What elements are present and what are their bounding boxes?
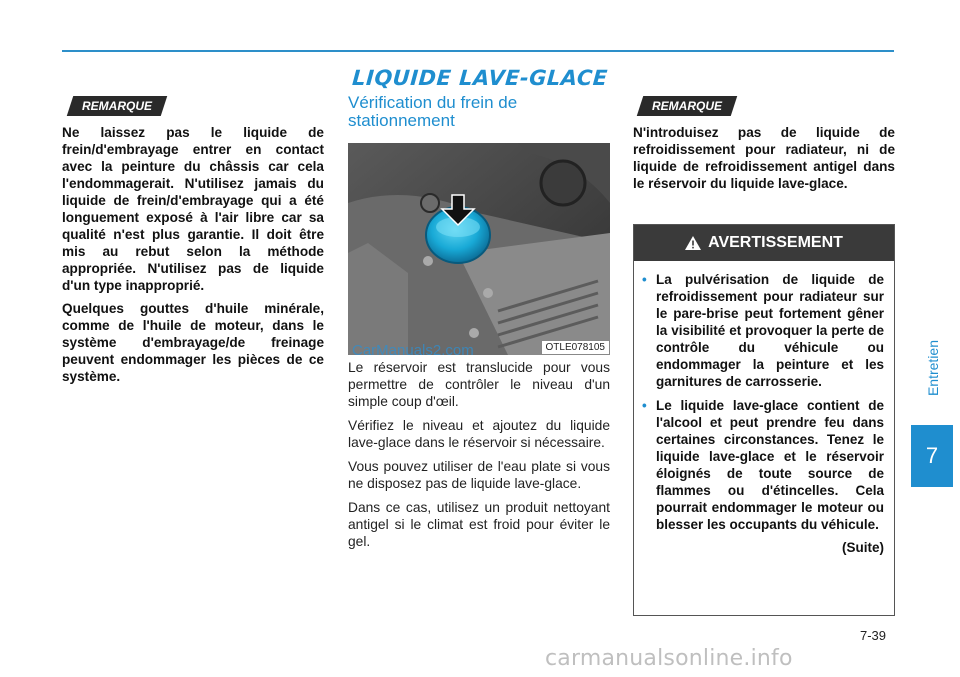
warning-box [633,224,895,616]
chapter-number: 7 [911,425,953,487]
remarque-badge-left-label: REMARQUE [82,99,153,113]
right-note: N'introduisez pas de liquide de refroidissement pour radiateur, ni de liquide de refroidissement antigel dans le réservoir du liquide lave-glace. [633,125,895,191]
remarque-badge-right [637,96,738,116]
remarque-badge-left [67,96,168,116]
left-note-paragraph: Ne laissez pas le liquide de frein/d'embrayage entrer en contact avec la peinture du châssis car cela l'endommagerait. N'utilisez jamais du liquide de frein/d'embrayage qui a été longuement exposé à l'air libre car sa qualité n'est plus garantie. Il doit être mis au rebut selon la méthode appropriée. N'utilisez pas de liquide d'un type inapproprié. [62,125,324,293]
middle-body [348,359,610,557]
warning-list [634,261,894,533]
page-number: 7-39 [860,628,887,643]
section-title: LIQUIDE LAVE-GLACE [351,66,609,90]
warning-item [642,397,884,533]
photo-caption: OTLE078105 [541,340,611,355]
engine-bay-illustration [348,143,610,355]
chapter-tab-text: Entretien [925,339,941,397]
left-note-paragraph: Quelques gouttes d'huile minérale, comme de l'huile de moteur, dans le système d'embrayage/de freinage peuvent endommager les pièces de ce système. [62,301,324,384]
watermark-bottom: carmanualsonline.info [545,646,793,671]
watermark-small: CarManuals2.com [352,342,474,359]
body-paragraph: Le réservoir est translucide pour vous permettre de contrôler le niveau d'un simple coup d'œil. [348,360,610,409]
remarque-badge-right-label: REMARQUE [652,99,723,113]
top-rule [62,50,894,52]
warning-header [634,225,894,261]
warning-title: AVERTISSEMENT [708,234,843,251]
subheading: Vérification du frein de stationnement [348,93,518,130]
body-paragraph: Vérifiez le niveau et ajoutez du liquide lave-glace dans le réservoir si nécessaire. [348,418,610,450]
body-paragraph: Dans ce cas, utilisez un produit nettoyant antigel si le climat est froid pour éviter le gel. [348,500,610,549]
continued-label: (Suite) [842,540,884,555]
bullet-icon: • [642,398,647,413]
left-note [62,124,324,391]
warning-item-text: La pulvérisation de liquide de refroidissement pour radiateur sur le pare-brise peut fortement gêner la visibilité et provoquer la perte de contrôle du véhicule ou endommager la peinture et les garnitures de carrosserie. [656,272,884,389]
body-paragraph: Vous pouvez utiliser de l'eau plate si vous ne disposez pas de liquide lave-glace. [348,459,610,491]
chapter-tab-label [925,339,941,397]
warning-triangle-icon [685,236,701,250]
bullet-icon: • [642,272,647,287]
warning-item-text: Le liquide lave-glace contient de l'alcool et peut prendre feu dans certaines circonstances. Tenez le liquide lave-glace et le réservoir éloignés de toute source de flammes ou d'étincelles. Cela pourrait endommager le moteur ou blesser les occupants du véhicule. [656,398,884,532]
reservoir-photo [348,143,610,355]
warning-item [642,271,884,390]
